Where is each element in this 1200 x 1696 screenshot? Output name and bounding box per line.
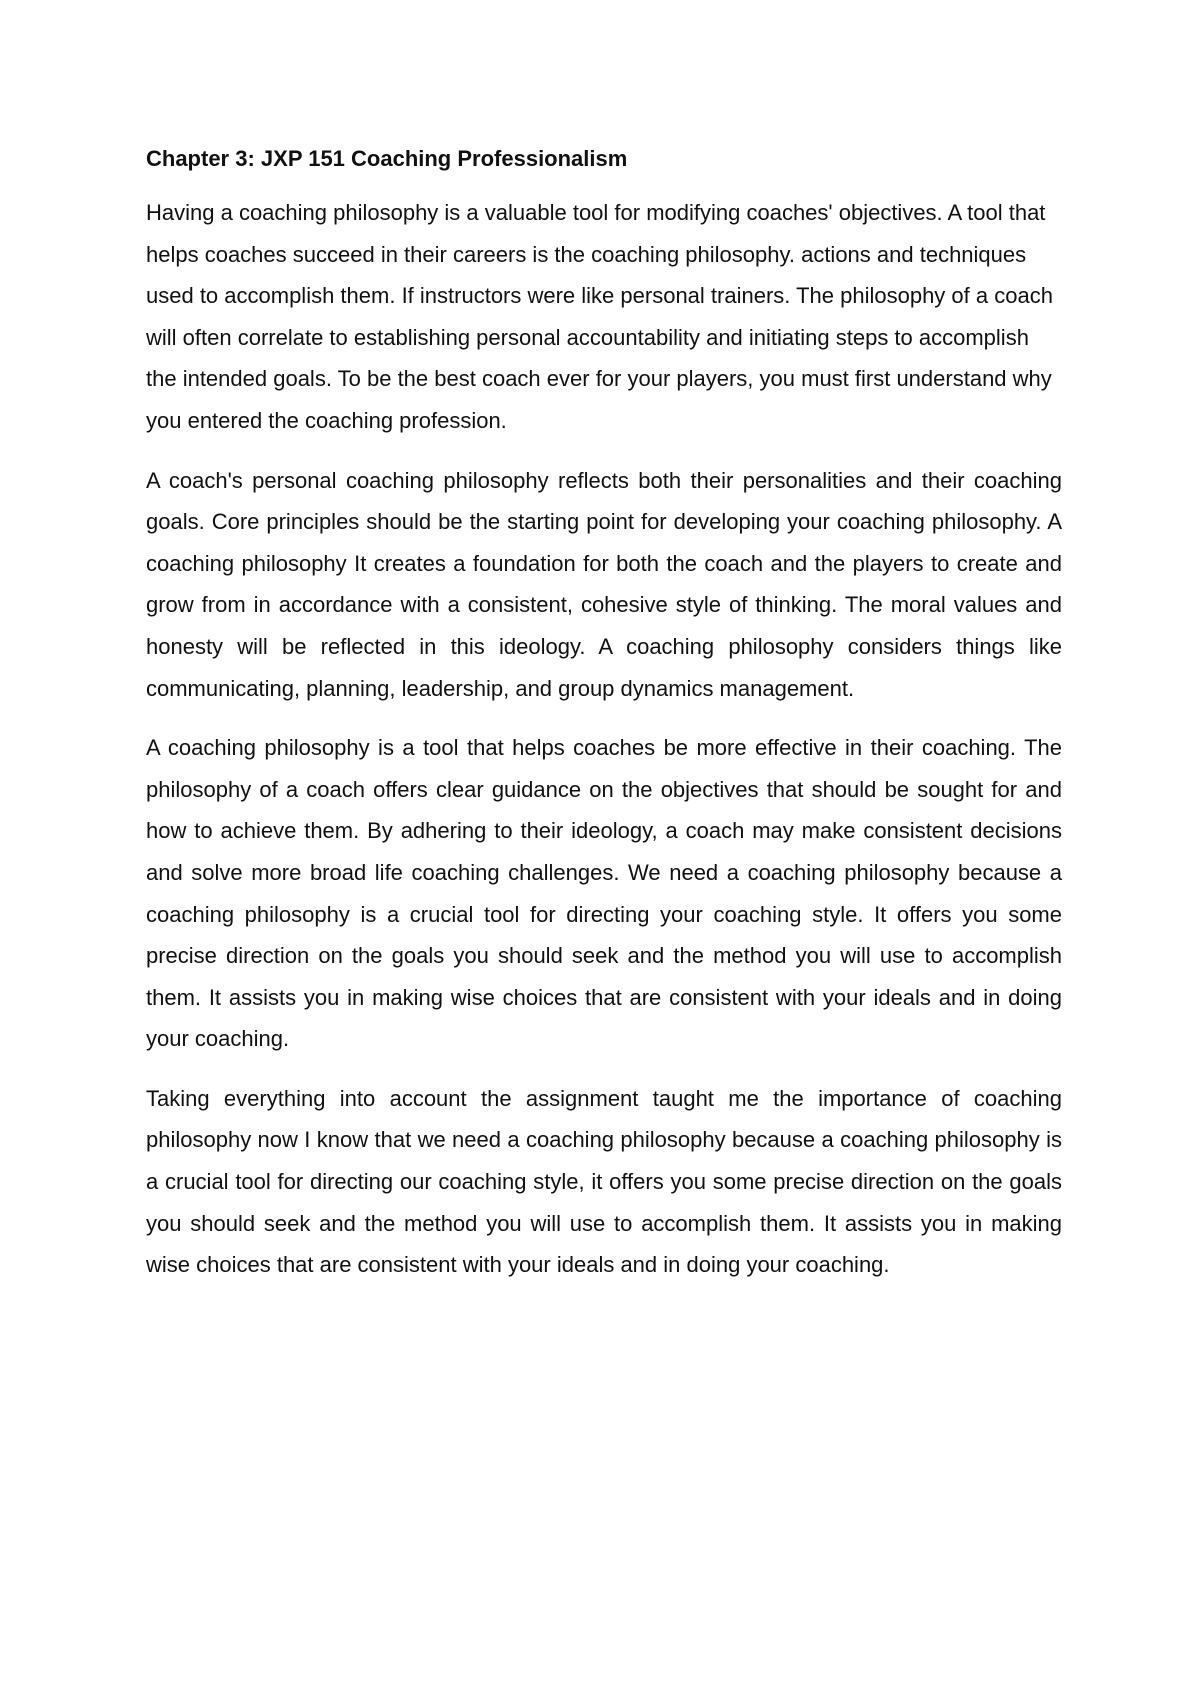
- paragraph-4: Taking everything into account the assignment taught me the importance of coaching philosophy now I know that we need a coaching philosophy because a coaching philosophy is a crucial tool for directing our coaching style, it offers you some precise direction on the goals you should seek and the method you will use to accomplish them. It assists you in making wise choices that are consistent with your ideals and in doing your coaching.: [146, 1085, 1062, 1278]
- paragraph-1: Having a coaching philosophy is a valuable tool for modifying coaches' objectives. A tool that helps coaches succeed in their careers is the coaching philosophy. actions and techniques used to accomplish them. If instructors were like personal trainers. The philosophy of a coach will often correlate to establishing personal accountability and initiating steps to accomplish the intended goals. To be the best coach ever for your players, you must first understand why you entered the coaching profession.: [146, 200, 1053, 433]
- document-body: [146, 144, 1062, 1304]
- paragraph-2: A coach's personal coaching philosophy reflects both their personalities and their coaching goals. Core principles should be the starting point for developing your coaching philosophy. A coaching philosophy It creates a foundation for both the coach and the players to create and grow from in accordance with a consistent, cohesive style of thinking. The moral values and honesty will be reflected in this ideology. A coaching philosophy considers things like communicating, planning, leadership, and group dynamics management.: [146, 467, 1062, 701]
- paragraph-3: A coaching philosophy is a tool that helps coaches be more effective in their coaching. The philosophy of a coach offers clear guidance on the objectives that should be sought for and how to achieve them. By adhering to their ideology, a coach may make consistent decisions and solve more broad life coaching challenges. We need a coaching philosophy because a coaching philosophy is a crucial tool for directing your coaching style. It offers you some precise direction on the goals you should seek and the method you will use to accomplish them. It assists you in making wise choices that are consistent with your ideals and in doing your coaching.: [146, 735, 1062, 1052]
- document-title: Chapter 3: JXP 151 Coaching Professionalism: [146, 146, 628, 171]
